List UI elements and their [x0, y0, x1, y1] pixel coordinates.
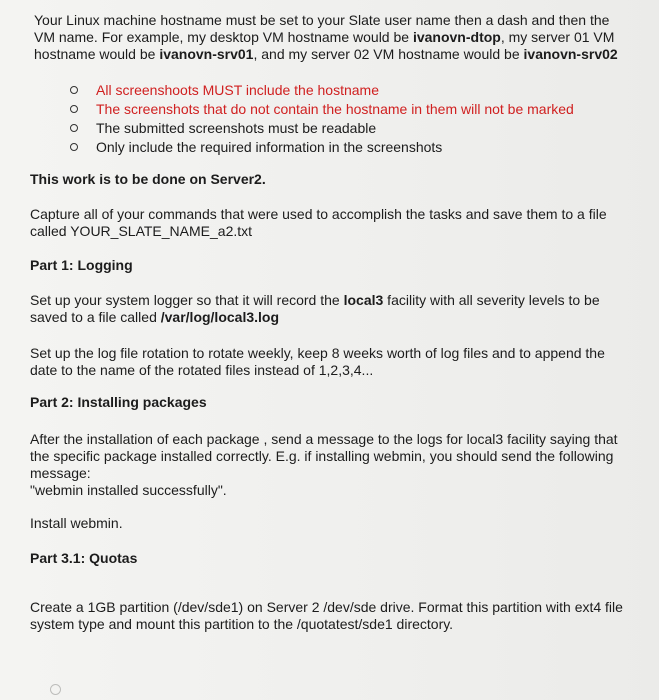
intro-example-dtop: ivanovn-dtop: [412, 29, 501, 45]
list-item: Only include the required information in the screenshots: [70, 138, 574, 157]
list-item: The screenshots that do not contain the hostname in them will not be marked: [70, 100, 574, 119]
intro-example-srv01: ivanovn-srv01: [159, 46, 254, 62]
part2-heading: Part 2: Installing packages: [30, 394, 207, 410]
capture-paragraph: Capture all of your commands that were used to accomplish the tasks and save them to a file called YOUR_SLATE_NAME_a2.txt: [30, 206, 607, 239]
part31-paragraph: Create a 1GB partition (/dev/sde1) on Server 2 /dev/sde drive. Format this partition with ext4 file system type and mount this partition to the /quotatest/sde1 directory.: [30, 599, 623, 632]
part31-heading: Part 3.1: Quotas: [30, 550, 138, 566]
server-note: This work is to be done on Server2.: [30, 171, 266, 187]
intro-text-3: , and my server 02 VM hostname would be: [253, 46, 524, 62]
bullet-circle-icon: [70, 105, 78, 113]
intro-example-srv02: ivanovn-srv02: [523, 46, 618, 62]
list-item: The submitted screenshots must be readable: [70, 119, 574, 138]
bullet-circle-icon: [70, 143, 78, 151]
bullet-circle-icon: [70, 124, 78, 132]
intro-text: Your Linux machine hostname must be set to your Slate user name then a dash and then the VM name. For example, my desktop VM hostname would be: [34, 12, 610, 45]
bullet-circle-icon: [70, 86, 78, 94]
intro-paragraph: [34, 12, 634, 63]
intro-text-2: , my server 01 VM hostname would be: [34, 29, 615, 62]
part1-paragraph-2: Set up the log file rotation to rotate weekly, keep 8 weeks worth of log files and to append the date to the name of the rotated files instead of 1,2,3,4...: [30, 345, 605, 378]
cursor-icon: [50, 684, 61, 695]
requirements-list: [70, 81, 574, 157]
part1-paragraph-1: Set up your system logger so that it will record the local3 facility with all severity levels to be saved to a file called /var/log/local3.log: [30, 292, 600, 325]
part1-heading: Part 1: Logging: [30, 257, 133, 273]
part2-paragraph: After the installation of each package , send a message to the logs for local3 facility saying that the specific package installed correctly. E.g. if installing webmin, you should send the following message: "webmin installed successfully".: [30, 431, 618, 498]
list-item: All screenshoots MUST include the hostname: [70, 81, 574, 100]
install-instruction: Install webmin.: [30, 515, 123, 531]
